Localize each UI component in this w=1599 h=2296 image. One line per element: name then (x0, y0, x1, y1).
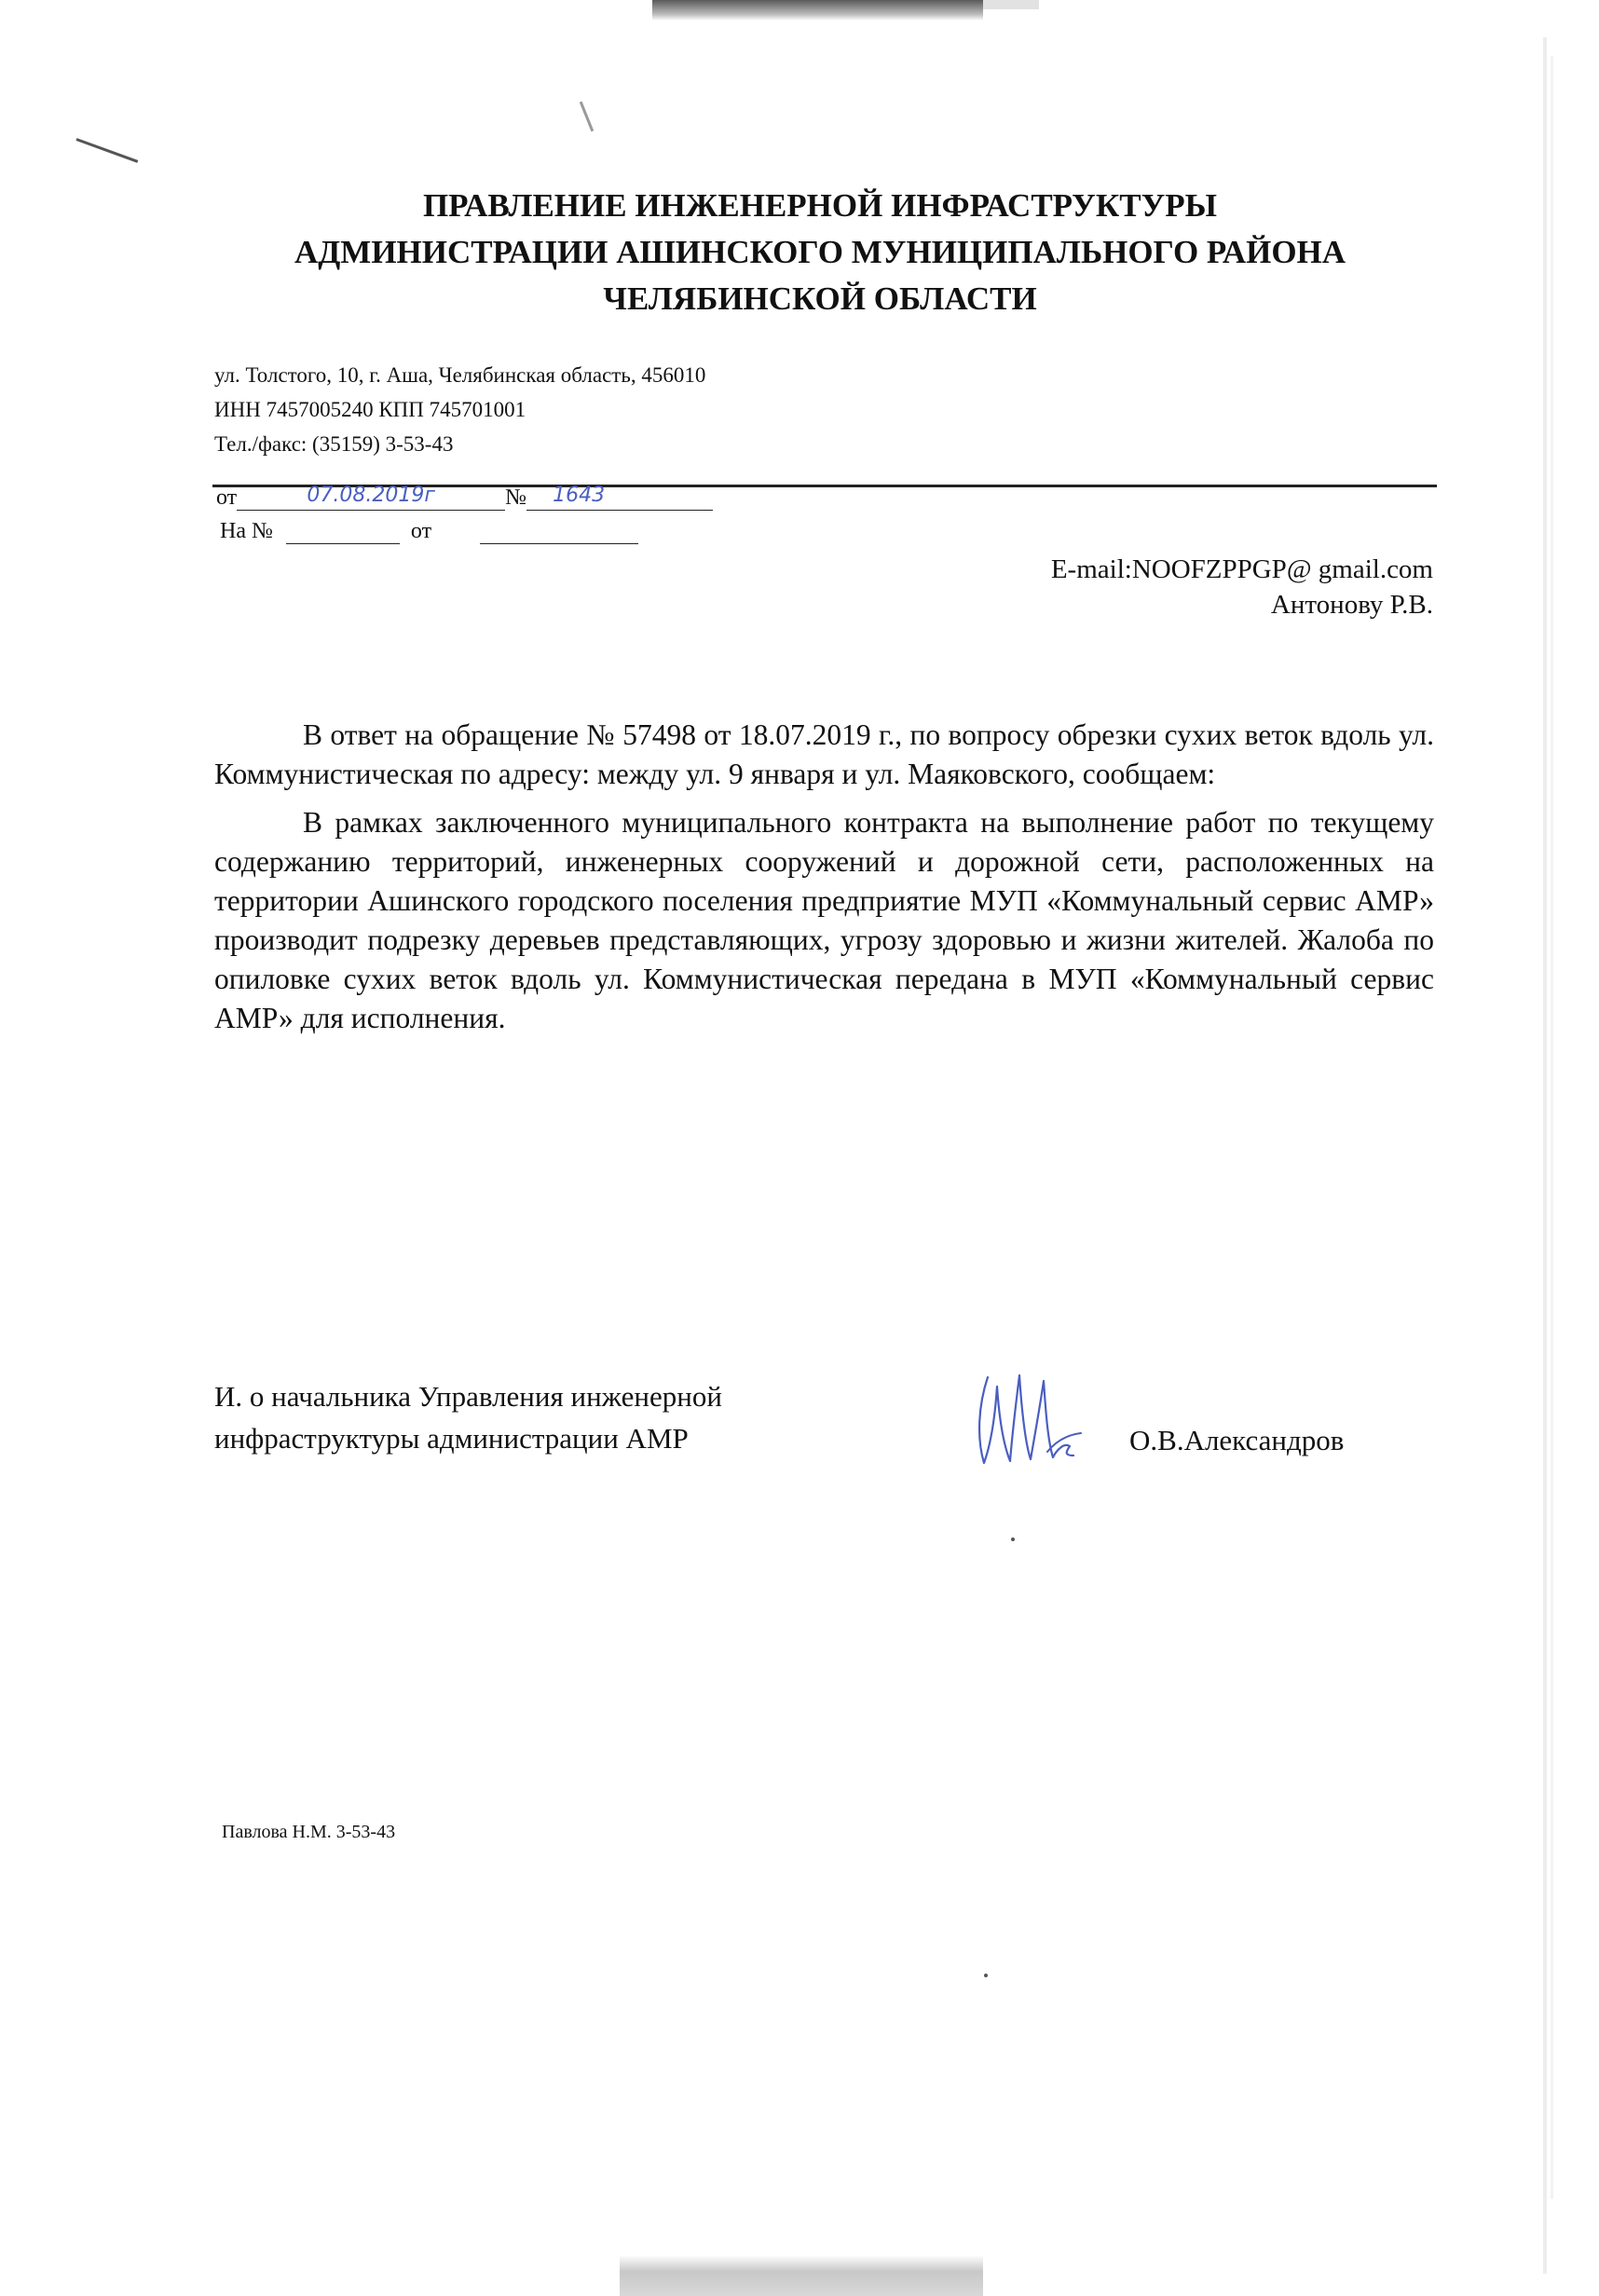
letterhead (186, 183, 1454, 322)
scan-edge-top (652, 0, 983, 20)
letter-body (214, 716, 1434, 1047)
reply-date-field (480, 518, 638, 544)
address-phone: Тел./факс: (35159) 3-53-43 (214, 432, 454, 456)
reply-reference-line (220, 518, 638, 544)
body-paragraph-1: В ответ на обращение № 57498 от 18.07.2019 г., по вопросу обрезки сухих веток вдоль ул. Коммунистическая по адресу: между ул. 9 января и ул. Маяковского, сообщаем: (214, 718, 1434, 790)
recipient-name: Антонову Р.В. (1270, 590, 1433, 620)
executor-note: Павлова Н.М. 3-53-43 (222, 1822, 396, 1842)
signatory-title (214, 1375, 885, 1459)
number-label: № (505, 485, 527, 510)
scan-mark-2 (580, 102, 594, 132)
number-handwritten: 1643 (553, 484, 606, 507)
recipient-email: E-mail:NOOFZPPGP@ gmail.com (1050, 554, 1433, 584)
reply-number-field (286, 518, 400, 544)
date-handwritten: 07.08.2019г (307, 484, 435, 507)
handwritten-signature-icon (950, 1349, 1090, 1480)
reply-label: На № (220, 519, 273, 543)
scan-edge-bottom (620, 2255, 983, 2296)
signatory-title-line-2: инфраструктуры администрации АМР (214, 1422, 689, 1455)
address-block (214, 358, 1053, 461)
scan-dot (1011, 1538, 1015, 1541)
registration-line (216, 485, 713, 511)
body-paragraph-2: В рамках заключенного муниципального контракта на выполнение работ по текущему содержанию территорий, инженерных сооружений и дорожной сети, расположенных на территории Ашинского городского поселения предприятие МУП «Коммунальный сервис АМР» производит подрезку деревьев представляющих, угрозу здоровью и жизни жителей. Жалоба по опиловке сухих веток вдоль ул. Коммунистическая передана в МУП «Коммунальный сервис АМР» для исполнения. (214, 806, 1434, 1034)
from-label: от (216, 485, 238, 510)
address-inn-kpp: ИНН 7457005240 КПП 745701001 (214, 398, 526, 421)
signatory-title-line-1: И. о начальника Управления инженерной (214, 1380, 722, 1413)
scan-edge-right-2 (1551, 56, 1553, 2199)
date-field (237, 485, 505, 511)
scan-edge-right (1543, 37, 1547, 2274)
address-street: ул. Толстого, 10, г. Аша, Челябинская область, 456010 (214, 363, 706, 387)
scan-mark (75, 138, 138, 163)
letterhead-line-2: АДМИНИСТРАЦИИ АШИНСКОГО МУНИЦИПАЛЬНОГО РАЙОНА (294, 234, 1346, 270)
signatory-name: О.В.Александров (1129, 1424, 1345, 1456)
reply-from-label: от (410, 519, 432, 543)
number-field (526, 485, 713, 511)
letterhead-line-1: ПРАВЛЕНИЕ ИНЖЕНЕРНОЙ ИНФРАСТРУКТУРЫ (422, 187, 1218, 224)
scan-dot (984, 1974, 988, 1977)
scan-edge-top-light (983, 0, 1039, 9)
recipient-block (1051, 552, 1433, 622)
letterhead-line-3: ЧЕЛЯБИНСКОЙ ОБЛАСТИ (603, 280, 1037, 317)
